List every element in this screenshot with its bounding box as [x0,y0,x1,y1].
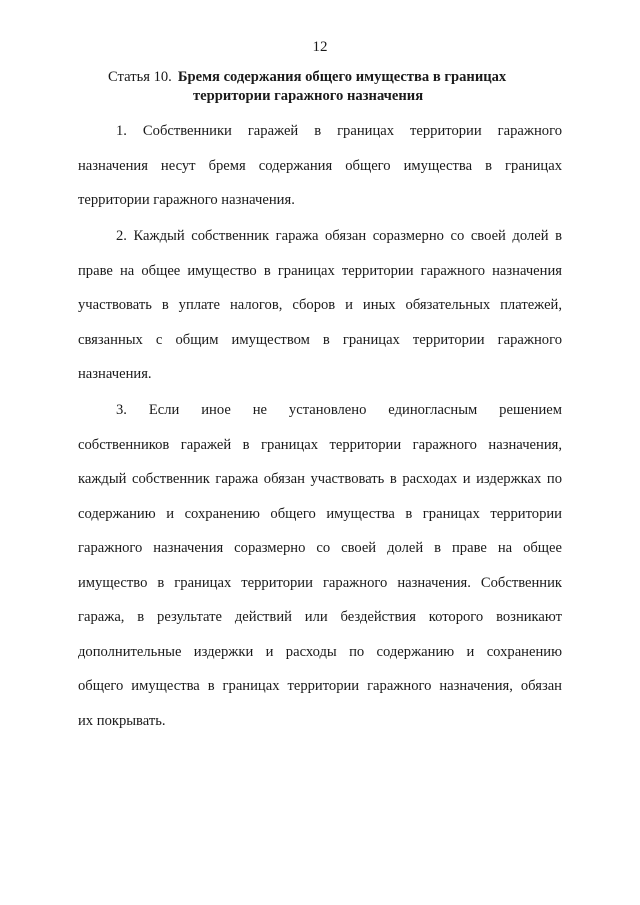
article-number: Статья 10. [108,69,172,85]
paragraph-line: общего имущества в границах территории гаражного назначения, обязан [78,678,562,694]
article-heading [108,68,568,106]
paragraph-3 [78,393,562,738]
paragraph-line: участвовать в уплате налогов, сборов и иных обязательных платежей, [78,297,562,313]
page-number: 12 [312,39,328,55]
paragraph-line: 3. Если иное не установлено единогласным решением [116,402,562,418]
paragraph-line: собственников гаражей в границах территории гаражного назначения, [78,436,562,453]
paragraph-line: 1. Собственники гаражей в границах территории гаражного [116,123,562,139]
paragraph-line: праве на общее имущество в границах территории гаражного назначения [78,262,562,279]
paragraph-line: их покрывать. [78,712,166,729]
paragraph-2 [78,219,562,392]
paragraph-line: имущество в границах территории гаражного назначения. Собственник [78,574,562,591]
article-title-line-2: территории гаражного назначения [193,88,424,104]
paragraph-line: гаража, в результате действий или бездействия которого возникают [78,609,562,625]
paragraph-line: назначения несут бремя содержания общего имущества в границах [78,157,562,174]
paragraph-1 [78,114,562,218]
paragraph-line: связанных с общим имуществом в границах территории гаражного [78,331,562,348]
paragraph-line: территории гаражного назначения. [78,192,295,208]
paragraph-line: 2. Каждый собственник гаража обязан соразмерно со своей долей в [116,228,562,244]
paragraph-line: содержанию и сохранению общего имущества в границах территории [78,505,562,522]
paragraph-line: дополнительные издержки и расходы по содержанию и сохранению [78,643,562,660]
article-title-line-1: Бремя содержания общего имущества в границах [177,69,507,85]
paragraph-line: каждый собственник гаража обязан участвовать в расходах и издержках по [78,471,562,487]
paragraph-line: назначения. [78,366,152,382]
paragraph-line: гаражного назначения соразмерно со своей долей в праве на общее [78,540,562,556]
